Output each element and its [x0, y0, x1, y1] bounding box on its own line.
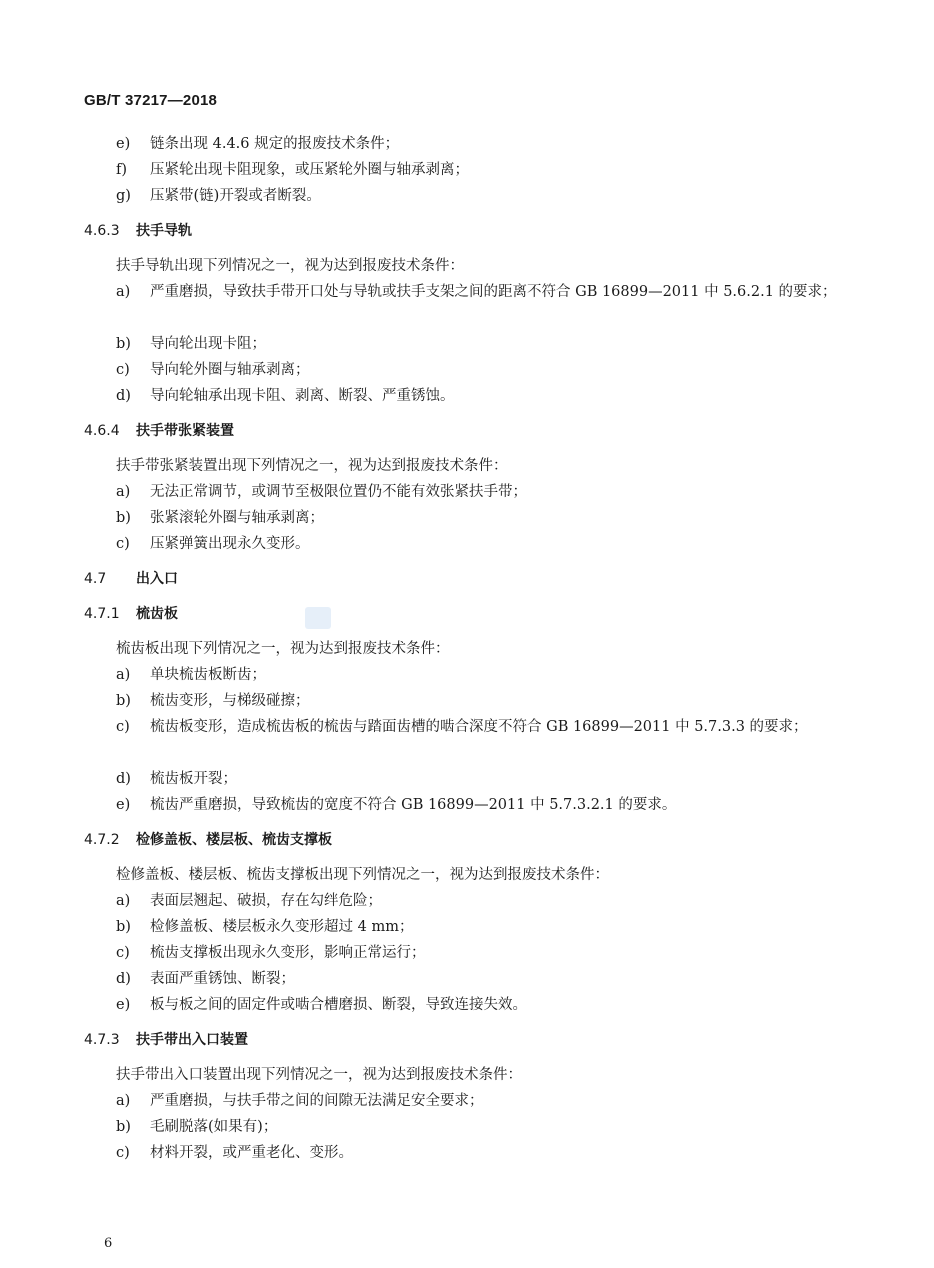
- item-label: e): [116, 997, 131, 1013]
- section-heading-4-6-3: [84, 218, 844, 244]
- item-text: 导向轮外圈与轴承剥离；: [150, 362, 310, 378]
- section-heading-4-7: [84, 566, 844, 592]
- watermark-logo: [305, 607, 331, 629]
- list-item: [84, 1114, 844, 1140]
- item-text: 张紧滚轮外圈与轴承剥离；: [150, 510, 324, 526]
- list-item: [84, 662, 844, 688]
- item-label: a): [116, 893, 131, 909]
- item-label: b): [116, 693, 131, 709]
- item-text: 导向轮轴承出现卡阻、剥离、断裂、严重锈蚀。: [150, 388, 455, 404]
- item-label: d): [116, 771, 131, 787]
- list-item: [84, 331, 844, 357]
- section-heading-4-6-4: [84, 418, 844, 444]
- section-title: 梳齿板: [136, 606, 178, 622]
- item-text: 严重磨损，与扶手带之间的间隙无法满足安全要求；: [150, 1093, 484, 1109]
- item-label: g): [116, 188, 131, 204]
- item-label: b): [116, 919, 131, 935]
- item-label: d): [116, 971, 131, 987]
- item-text: 梳齿板开裂；: [150, 771, 237, 787]
- item-label: c): [116, 945, 130, 961]
- item-text: 梳齿支撑板出现永久变形，影响正常运行；: [150, 945, 426, 961]
- item-label: b): [116, 510, 131, 526]
- list-item: [84, 714, 844, 766]
- section-title: 扶手带张紧装置: [136, 423, 234, 439]
- list-item: [84, 992, 844, 1018]
- section-title: 检修盖板、楼层板、梳齿支撑板: [136, 832, 332, 848]
- list-item: [84, 888, 844, 914]
- page-number: 6: [104, 1236, 113, 1251]
- list-item: [84, 479, 844, 505]
- list-item: [84, 505, 844, 531]
- section-title: 扶手带出入口装置: [136, 1032, 248, 1048]
- item-label: f): [116, 162, 128, 178]
- section-title: 扶手导轨: [136, 223, 192, 239]
- item-text: 表面层翘起、破损，存在勾绊危险；: [150, 893, 382, 909]
- item-label: c): [116, 536, 130, 552]
- item-text: 梳齿变形，与梯级碰擦；: [150, 693, 310, 709]
- item-label: c): [116, 362, 130, 378]
- list-item: [84, 1140, 844, 1166]
- item-label: b): [116, 336, 131, 352]
- item-text: 压紧轮出现卡阻现象，或压紧轮外圈与轴承剥离；: [150, 162, 469, 178]
- section-number: 4.7.2: [84, 832, 120, 848]
- list-item: [84, 766, 844, 792]
- section-intro: 扶手导轨出现下列情况之一，视为达到报废技术条件：: [116, 258, 464, 274]
- section-number: 4.7.1: [84, 606, 120, 622]
- item-text: 压紧带(链)开裂或者断裂。: [150, 188, 321, 204]
- list-item: [84, 1088, 844, 1114]
- item-text: 板与板之间的固定件或啮合槽磨损、断裂，导致连接失效。: [150, 997, 527, 1013]
- section-number: 4.6.3: [84, 223, 120, 239]
- item-text: 表面严重锈蚀、断裂；: [150, 971, 295, 987]
- list-item: [84, 279, 844, 331]
- list-item: [84, 183, 844, 209]
- section-number: 4.7: [84, 571, 107, 587]
- document-body: [84, 131, 844, 1166]
- section-number: 4.7.3: [84, 1032, 120, 1048]
- item-text: 链条出现 4.4.6 规定的报废技术条件；: [150, 136, 400, 152]
- list-item: [84, 966, 844, 992]
- item-text: 材料开裂，或严重老化、变形。: [150, 1145, 353, 1161]
- list-item: [84, 792, 844, 818]
- item-text: 压紧弹簧出现永久变形。: [150, 536, 310, 552]
- item-label: a): [116, 667, 131, 683]
- item-text: 梳齿严重磨损，导致梳齿的宽度不符合 GB 16899—2011 中 5.7.3.2.1 的要求。: [150, 797, 677, 813]
- list-item: [84, 940, 844, 966]
- item-label: c): [116, 719, 130, 735]
- item-text: 梳齿板变形，造成梳齿板的梳齿与踏面齿槽的啮合深度不符合 GB 16899—2011 中 5.7.3.3 的要求；: [150, 719, 808, 735]
- standard-code: GB/T 37217—2018: [84, 92, 218, 109]
- item-text: 毛刷脱落(如果有)；: [150, 1119, 278, 1135]
- section-intro: 梳齿板出现下列情况之一，视为达到报废技术条件：: [116, 641, 450, 657]
- list-item: [84, 688, 844, 714]
- item-text: 检修盖板、楼层板永久变形超过 4 mm；: [150, 919, 414, 935]
- item-label: e): [116, 797, 131, 813]
- item-label: b): [116, 1119, 131, 1135]
- item-text: 单块梳齿板断齿；: [150, 667, 266, 683]
- list-item: [84, 914, 844, 940]
- item-text: 无法正常调节，或调节至极限位置仍不能有效张紧扶手带；: [150, 484, 527, 500]
- item-label: a): [116, 284, 131, 300]
- section-intro: 检修盖板、楼层板、梳齿支撑板出现下列情况之一，视为达到报废技术条件：: [116, 867, 609, 883]
- item-label: a): [116, 484, 131, 500]
- item-label: d): [116, 388, 131, 404]
- item-label: a): [116, 1093, 131, 1109]
- item-label: c): [116, 1145, 130, 1161]
- section-heading-4-7-2: [84, 827, 844, 853]
- section-intro: 扶手带出入口装置出现下列情况之一，视为达到报废技术条件：: [116, 1067, 522, 1083]
- list-item: [84, 531, 844, 557]
- item-text: 严重磨损，导致扶手带开口处与导轨或扶手支架之间的距离不符合 GB 16899—2011 中 5.6.2.1 的要求；: [150, 284, 837, 300]
- section-intro: 扶手带张紧装置出现下列情况之一，视为达到报废技术条件：: [116, 458, 508, 474]
- section-heading-4-7-3: [84, 1027, 844, 1053]
- list-item: [84, 383, 844, 409]
- section-heading-4-7-1: [84, 601, 844, 627]
- section-number: 4.6.4: [84, 423, 120, 439]
- list-item: [84, 131, 844, 157]
- section-title: 出入口: [136, 571, 178, 587]
- list-item: [84, 357, 844, 383]
- list-item: [84, 157, 844, 183]
- item-label: e): [116, 136, 131, 152]
- item-text: 导向轮出现卡阻；: [150, 336, 266, 352]
